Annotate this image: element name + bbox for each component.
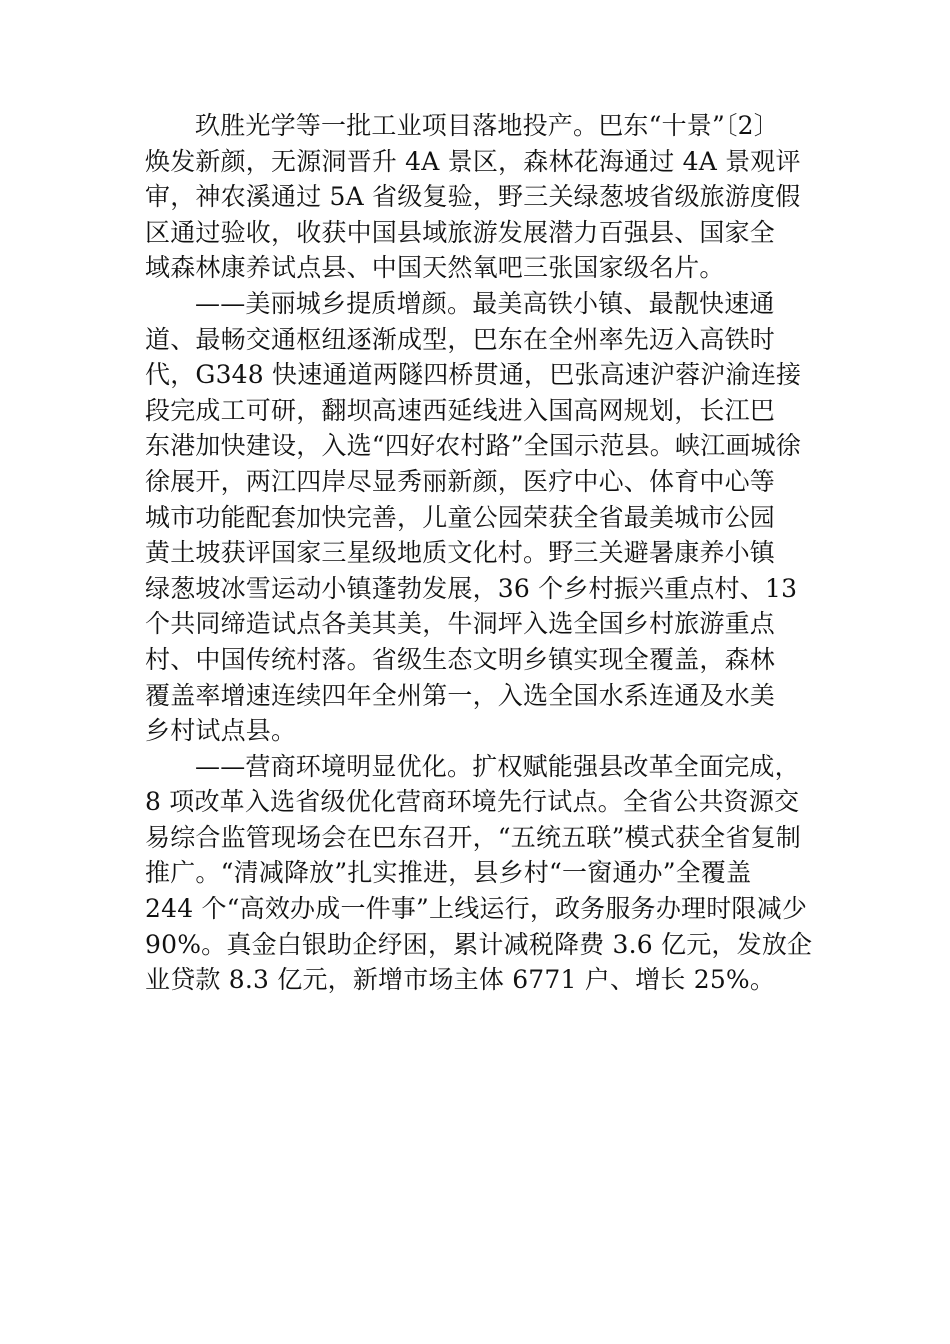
text-line: 8 项改革入选省级优化营商环境先行试点。全省公共资源交 xyxy=(145,787,800,817)
text-line: 段完成工可研，翻坝高速西延线进入国高网规划，长江巴 xyxy=(145,395,776,425)
document-body xyxy=(145,108,831,998)
text-line: 个共同缔造试点各美其美，牛洞坪入选全国乡村旅游重点 xyxy=(145,609,776,639)
text-line: 代，G348 快速通道两隧四桥贯通，巴张高速沪蓉沪渝连接 xyxy=(145,360,802,390)
text-line: 东港加快建设，入选“四好农村路”全国示范县。峡江画城徐 xyxy=(145,431,801,461)
text-line: 244 个“高效办成一件事”上线运行，政务服务办理时限减少 xyxy=(145,894,808,924)
text-line: ——美丽城乡提质增颜。最美高铁小镇、最靓快速通 xyxy=(195,288,775,318)
text-line: 黄土坡获评国家三星级地质文化村。野三关避暑康养小镇 xyxy=(145,538,776,568)
text-line: 易综合监管现场会在巴东召开，“五统五联”模式获全省复制 xyxy=(145,822,801,852)
text-line: 绿葱坡冰雪运动小镇蓬勃发展，36 个乡村振兴重点村、13 xyxy=(145,573,798,603)
text-line: 区通过验收，收获中国县域旅游发展潜力百强县、国家全 xyxy=(145,217,776,247)
text-line: 玖胜光学等一批工业项目落地投产。巴东“十景”〔2〕 xyxy=(195,111,779,140)
text-line: ——营商环境明显优化。扩权赋能强县改革全面完成， xyxy=(195,751,800,781)
text-line: 焕发新颜，无源洞晋升 4A 景区，森林花海通过 4A 景观评 xyxy=(145,146,801,176)
text-line: 域森林康养试点县、中国天然氧吧三张国家级名片。 xyxy=(145,253,725,283)
paragraph-industry-tourism xyxy=(145,108,831,286)
paragraph-urban-rural xyxy=(145,286,831,749)
text-line: 推广。“清减降放”扎实推进，县乡村“一窗通办”全覆盖 xyxy=(145,858,752,888)
text-line: 乡村试点县。 xyxy=(145,716,297,746)
text-line: 覆盖率增速连续四年全州第一，入选全国水系连通及水美 xyxy=(145,680,776,710)
text-line: 道、最畅交通枢纽逐渐成型，巴东在全州率先迈入高铁时 xyxy=(145,324,776,354)
text-line: 村、中国传统村落。省级生态文明乡镇实现全覆盖，森林 xyxy=(145,644,776,674)
text-line: 90%。真金白银助企纾困，累计减税降费 3.6 亿元，发放企 xyxy=(145,929,813,959)
text-line: 徐展开，两江四岸尽显秀丽新颜，医疗中心、体育中心等 xyxy=(145,466,776,496)
text-line: 业贷款 8.3 亿元，新增市场主体 6771 户、增长 25%。 xyxy=(145,965,776,995)
text-line: 城市功能配套加快完善，儿童公园荣获全省最美城市公园 xyxy=(145,502,776,532)
paragraph-business-environment xyxy=(145,749,831,998)
text-line: 审，神农溪通过 5A 省级复验，野三关绿葱坡省级旅游度假 xyxy=(145,182,801,212)
